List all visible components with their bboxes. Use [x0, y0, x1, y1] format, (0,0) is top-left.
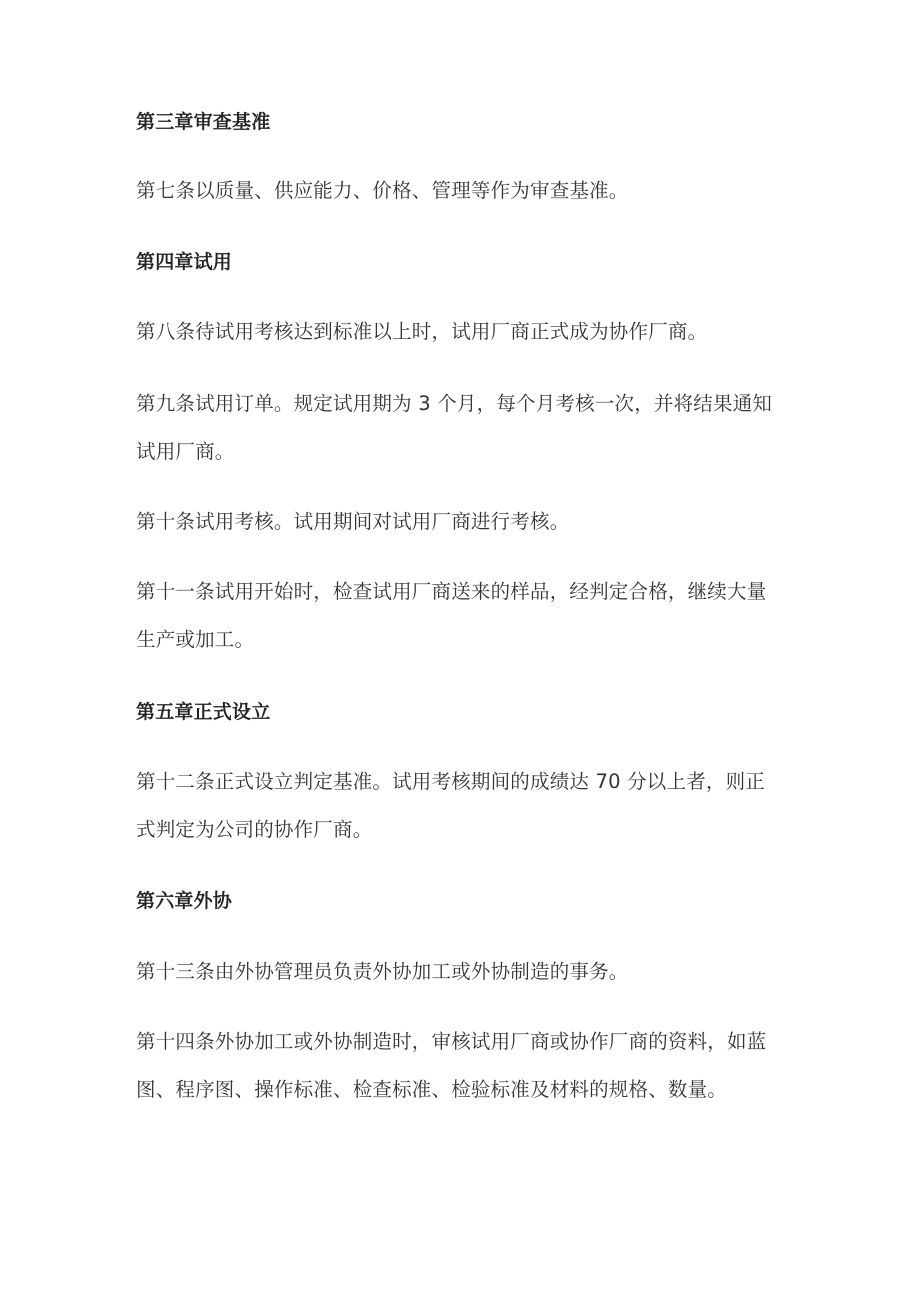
article-10: 第十条试用考核。试用期间对试用厂商进行考核。 — [136, 510, 570, 533]
chapter-5-heading: 第五章正式设立 — [136, 701, 271, 723]
article-12-line-1: 第十二条正式设立判定基准。试用考核期间的成绩达 70 分以上者，则正 — [136, 770, 766, 793]
article-14-line-1: 第十四条外协加工或外协制造时，审核试用厂商或协作厂商的资料，如蓝 — [136, 1030, 767, 1053]
article-9-line-2: 试用厂商。 — [136, 440, 235, 463]
chapter-4-heading: 第四章试用 — [136, 251, 233, 273]
article-9-line-1: 第九条试用订单。规定试用期为 3 个月，每个月考核一次，并将结果通知 — [136, 392, 773, 415]
chapter-3-heading: 第三章审查基准 — [136, 111, 271, 133]
article-11-line-1: 第十一条试用开始时，检查试用厂商送来的样品，经判定合格，继续大量 — [136, 580, 767, 603]
article-8: 第八条待试用考核达到标准以上时，试用厂商正式成为协作厂商。 — [136, 320, 708, 343]
article-12-line-2: 式判定为公司的协作厂商。 — [136, 818, 373, 841]
article-13: 第十三条由外协管理员负责外协加工或外协制造的事务。 — [136, 960, 629, 983]
chapter-6-heading: 第六章外协 — [136, 890, 233, 912]
article-14-line-2: 图、程序图、操作标准、检查标准、检验标准及材料的规格、数量。 — [136, 1078, 728, 1101]
article-11-line-2: 生产或加工。 — [136, 628, 255, 651]
article-7: 第七条以质量、供应能力、价格、管理等作为审查基准。 — [136, 179, 629, 202]
